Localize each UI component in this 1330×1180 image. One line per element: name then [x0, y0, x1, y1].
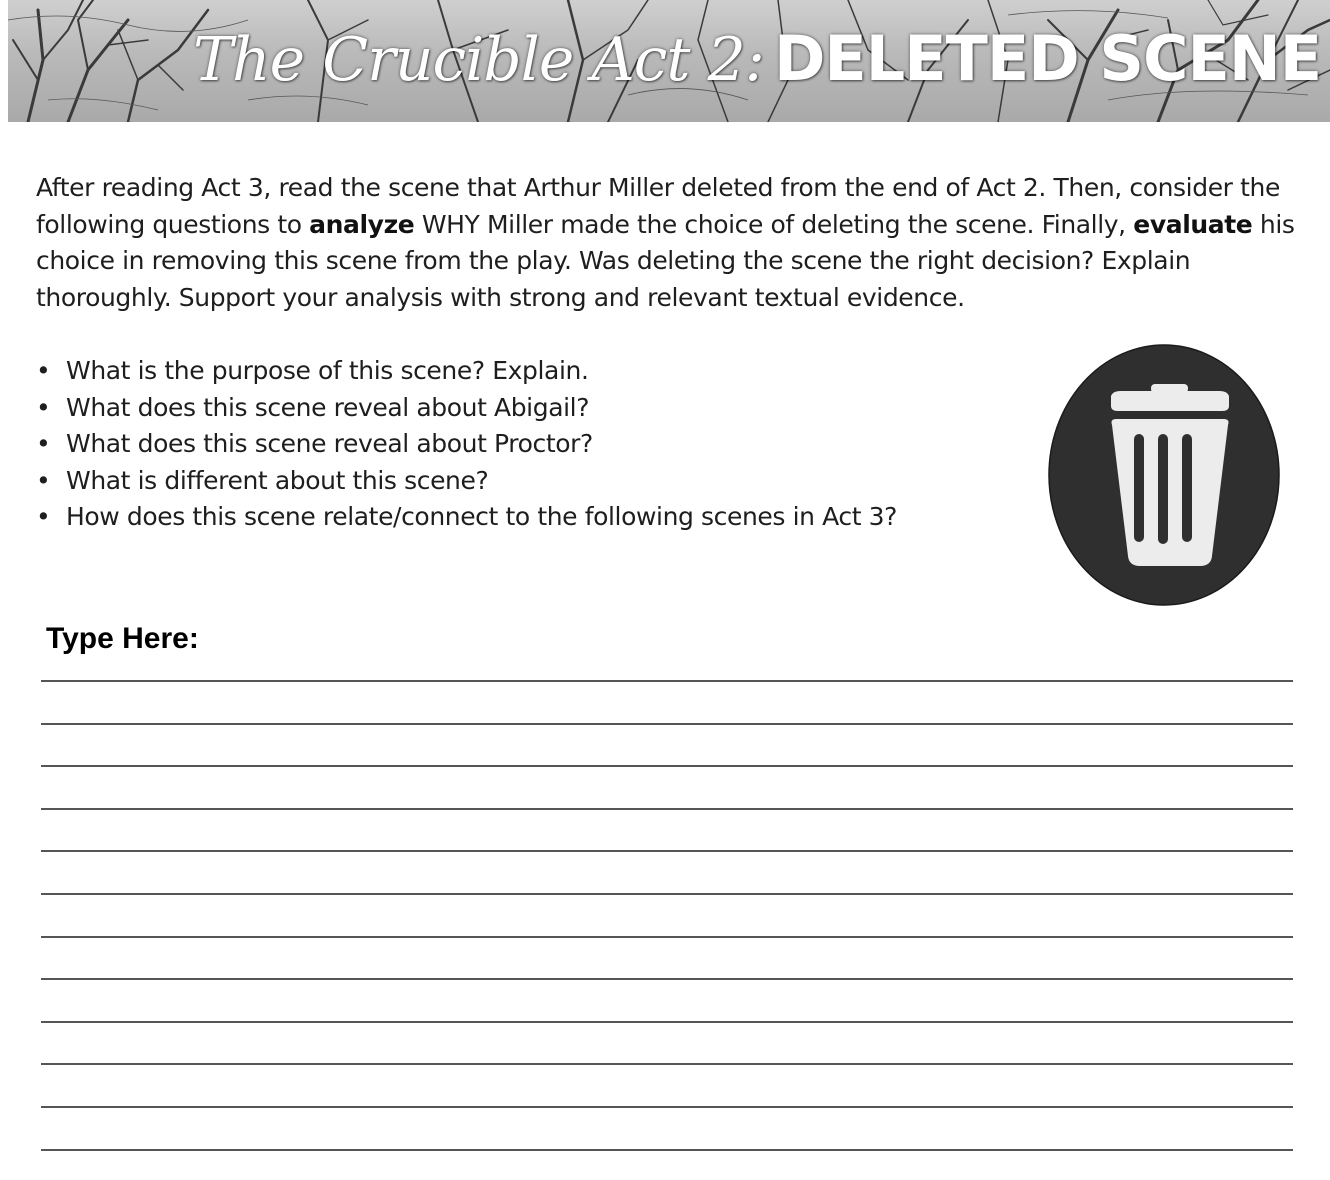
- question-text: How does this scene relate/connect to the following scenes in Act 3?: [66, 502, 898, 532]
- bullet: •: [36, 465, 51, 495]
- list-item: [36, 463, 897, 500]
- answer-line[interactable]: [41, 1063, 1293, 1065]
- instructions-paragraph: [36, 170, 1306, 316]
- instructions-keyword-evaluate: evaluate: [1133, 209, 1253, 239]
- answer-line[interactable]: [41, 936, 1293, 938]
- answer-line[interactable]: [41, 1021, 1293, 1023]
- bullet: •: [36, 502, 51, 532]
- list-item: [36, 390, 897, 427]
- question-list: [36, 353, 897, 536]
- bullet: •: [36, 356, 51, 385]
- answer-line[interactable]: [41, 978, 1293, 980]
- answer-line[interactable]: [41, 893, 1293, 895]
- answer-line[interactable]: [41, 723, 1293, 725]
- list-item: [36, 426, 897, 463]
- page-title: [193, 22, 1321, 102]
- bullet: •: [36, 429, 51, 459]
- instructions-text-1: After reading Act 3, read the scene that Arthur Miller deleted from the end of Act 2. Then, consider the following questions to: [36, 173, 1280, 239]
- answer-label: Type Here:: [46, 622, 199, 655]
- bullet: •: [36, 392, 51, 422]
- list-item: [36, 353, 897, 390]
- title-script-text: The Crucible Act 2:: [193, 25, 764, 95]
- answer-line[interactable]: [41, 680, 1293, 682]
- trash-icon: [1048, 344, 1280, 606]
- question-text: What does this scene reveal about Abigail?: [66, 392, 590, 422]
- title-block-text: DELETED SCENE: [773, 22, 1322, 95]
- question-text: What does this scene reveal about Proctor?: [66, 429, 593, 459]
- instructions-keyword-analyze: analyze: [309, 209, 415, 239]
- instructions-text-2: WHY Miller made the choice of deleting the scene. Finally,: [414, 209, 1134, 239]
- answer-line[interactable]: [41, 1149, 1293, 1151]
- header-banner: [8, 0, 1330, 122]
- answer-line[interactable]: [41, 850, 1293, 852]
- answer-line[interactable]: [41, 765, 1293, 767]
- list-item: [36, 499, 897, 536]
- question-text: What is the purpose of this scene? Explain.: [66, 356, 589, 385]
- answer-line[interactable]: [41, 808, 1293, 810]
- instructions-text-3: his choice in removing this scene from the play. Was deleting the scene the right decision? Explain thoroughly. Support your analysis with strong and relevant textual evidence.: [36, 209, 1295, 312]
- trash-badge: [1048, 344, 1280, 606]
- answer-line[interactable]: [41, 1106, 1293, 1108]
- question-text: What is different about this scene?: [66, 465, 489, 495]
